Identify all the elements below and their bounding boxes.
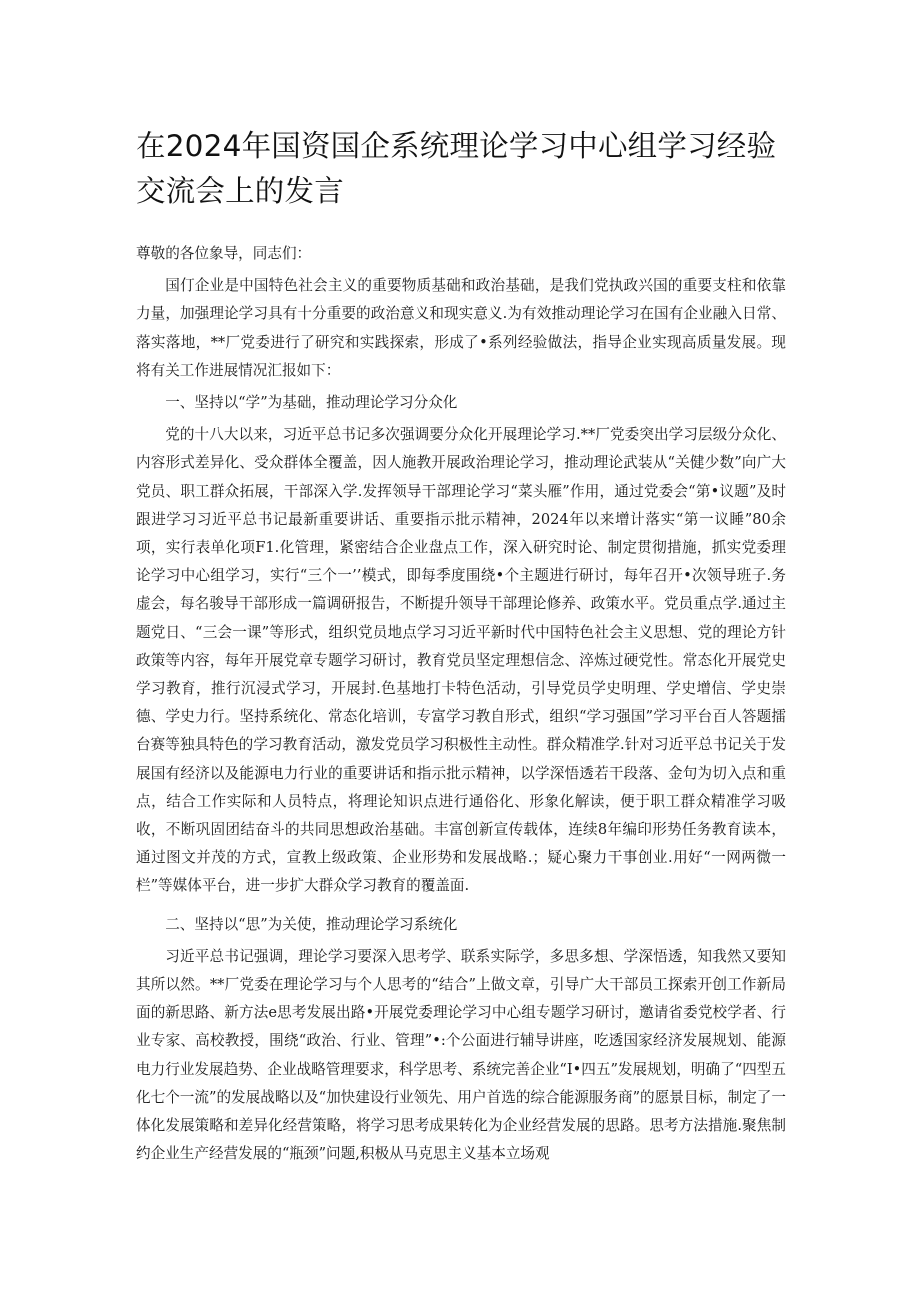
section-1-heading: 一、坚持以“学”为基础，推动理论学习分众化 [165,394,458,412]
section-1-paragraph: 党的十八大以来，习近平总书记多次强调要分众化开展理论学习.**厂党委突出学习层级分众化、内容形式差异化、受众群体全覆盖，因人施教开展政治理论学习，推动理论武装从“关健少数”向广大党员、职工群众拓展，干部深入学.发挥领导干部理论学习“菜头雁”作用，通过党委会“第•议题”及时跟进学习习近平总书记最新重要讲话、重要指示批示精神，2024年以来增计落实“第一议睡”80余项，实行表单化项F1.化管理，紧密结合企业盘点工作，深入研究时论、制定贯彻措施，抓实党委理论学习中心组学习，实行“三个一’’模式，即每季度围绕•个主题进行研讨，每年召开•次领导班子.务虚会，每名骏导干部形成一篇调研报告，不断提升领导干部理论修养、政策水平。党员重点学.通过主题党日、“三会一课”等形式，组织党员地点学习习近平新时代中国特色社会主义思想、党的理论方针政策等内容，每年开展党章专题学习研讨，教育党员坚定理想信念、淬炼过硬党性。常态化开展党史学习教育，推行沉浸式学习，开展封.色基地打卡特色活动，引导党员学史明理、学史增信、学史崇德、学史力行。坚持系统化、常态化培训，专富学习教自形式，组织“学习强国”学习平台百人答题擂台赛等独具特色的学习教育活动，激发党员学习积极性主动性。群众精准学.针对习近平总书记关于发展国有经济以及能源电力行业的重要讲话和指示批示精神，以学深悟透若干段落、金句为切入点和重点，结合工作实际和人员特点，将理论知识点进行通俗化、形象化解读，便于职工群众精准学习吸收，不断巩固团结奋斗的共同思想政治基础。丰富创新宣传载体，连续8年编印形势任务教育读本，通过图文并茂的方式，宣教上级政策、企业形势和发展战略.；疑心聚力干事创业.用好“一网两微一栏”等媒体平台，进一步扩大群众学习教育的覆盖面. [136,426,786,895]
salutation: 尊敬的各位象导，同志们： [136,245,312,262]
document-page [136,124,786,1169]
document-title: 在2024年国资国企系统理论学习中心组学习经验交流会上的发言 [136,129,777,208]
section-2-heading: 二、坚持以“思”为关使，推动理论学习系统化 [165,915,458,933]
section-2-paragraph: 习近平总书记强调，理论学习要深入思考学、联系实际学，多思多想、学深悟透，知我然又要知其所以然。**厂党委在理论学习与个人思考的“结合”上做文章，引导广大干部员工探索开创工作新局面的新思路、新方法e思考发展出路•开展党委理论学习中心组专题学习研讨，邀请省委党校学者、行业专家、高校教授，围绕“政治、行业、管理”•:个公面进行辅导讲座，吃透国家经济发展规划、能源电力行业发展趋势、企业战略管理要求，科学思考、系统完善企业“I•四五”发展规划，明确了“四型五化七个一流”的发展战略以及“加快建设行业领先、用户首选的综合能源服务商”的愿景目标，制定了一体化发展策略和差异化经营策略，将学习思考成果转化为企业经营发展的思路。思考方法措施.聚焦制约企业生产经营发展的“瓶颈”问题,积极从马克思主义基本立场观 [136,947,786,1163]
intro-paragraph: 国仃企业是中国特色社会主义的重要物质基础和政治基础，是我们党执政兴国的重要支柱和依靠力量，加强理论学习具有十分重要的政治意义和现实意义.为有效推动理论学习在国有企业融入日常、落实落地，**厂党委进行了研究和实践探索，形成了•系列经验做法，指导企业实现高质量发展。现将有关工作进展情况汇报如下： [136,277,786,379]
